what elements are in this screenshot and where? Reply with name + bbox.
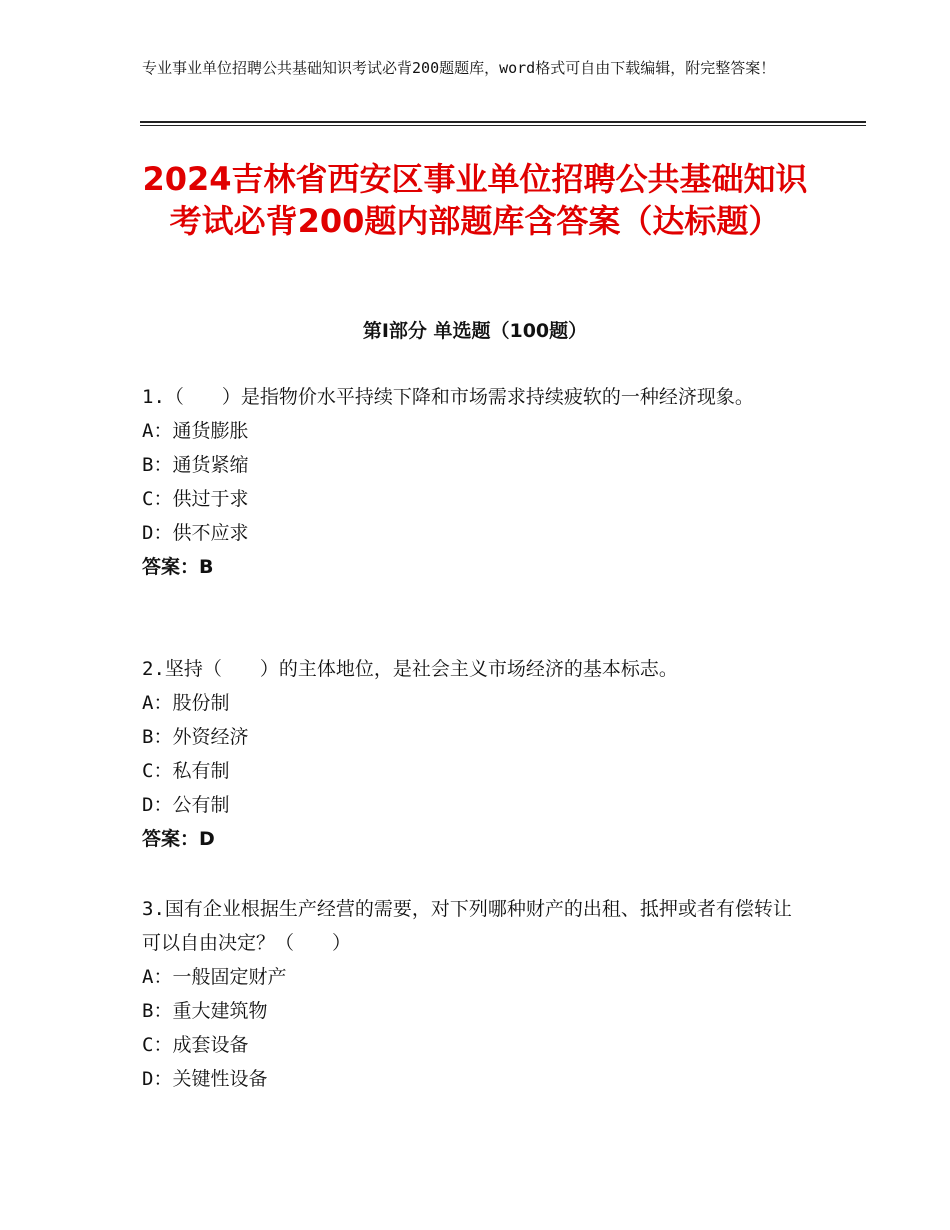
- option-d: D：关键性设备: [142, 1068, 268, 1090]
- document-title: 2024吉林省西安区事业单位招聘公共基础知识考试必背200题内部题库含答案（达标题）: [142, 160, 808, 240]
- option-a: A：一般固定财产: [142, 966, 287, 988]
- question-2: [142, 652, 802, 856]
- question-3: [142, 892, 802, 1096]
- option-c: C：私有制: [142, 760, 230, 782]
- option-a: A：股份制: [142, 692, 230, 714]
- section-heading: 第Ⅰ部分 单选题（100题）: [362, 320, 588, 342]
- answer: 答案：D: [142, 828, 215, 850]
- option-d: D：供不应求: [142, 522, 249, 544]
- option-b: B：重大建筑物: [142, 1000, 268, 1022]
- question-stem: 2.坚持（ ）的主体地位，是社会主义市场经济的基本标志。: [142, 658, 678, 680]
- question-1: [142, 380, 802, 584]
- option-c: C：成套设备: [142, 1034, 249, 1056]
- option-c: C：供过于求: [142, 488, 249, 510]
- option-d: D：公有制: [142, 794, 230, 816]
- question-stem: 1.（ ）是指物价水平持续下降和市场需求持续疲软的一种经济现象。: [142, 386, 754, 408]
- answer: 答案：B: [142, 556, 214, 578]
- header-note: 专业事业单位招聘公共基础知识考试必背200题题库，word格式可自由下载编辑，附完整答案！: [142, 59, 776, 77]
- question-stem: 3.国有企业根据生产经营的需要，对下列哪种财产的出租、抵押或者有偿转让可以自由决定？（ ）: [142, 898, 792, 954]
- option-a: A：通货膨胀: [142, 420, 249, 442]
- option-b: B：通货紧缩: [142, 454, 249, 476]
- header-rule-thick: [140, 121, 866, 123]
- option-b: B：外资经济: [142, 726, 249, 748]
- header-rule-thin: [140, 125, 866, 126]
